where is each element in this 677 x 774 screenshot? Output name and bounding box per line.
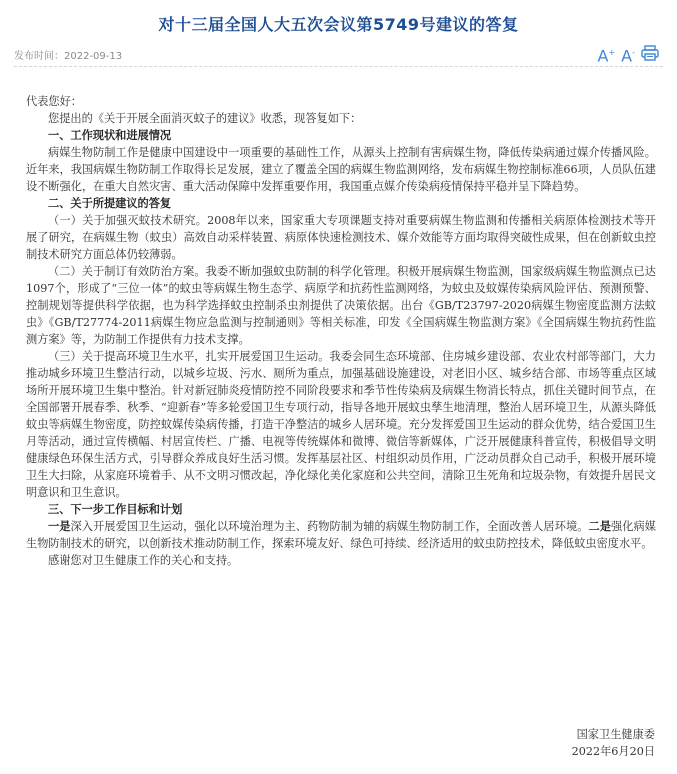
- font-decrease-button[interactable]: A-: [621, 46, 635, 66]
- plan-text-2: 强化病媒生物防制技术的研究，以创新技术推动防制工作，探索环境友好、绿色可持续、经济适用的蚊虫防控技术，降低蚊虫密度水平。: [26, 520, 656, 550]
- article-meta: [14, 44, 663, 64]
- section2-paragraph-3: （三）关于提高环境卫生水平，扎实开展爱国卫生运动。我委会同生态环境部、住房城乡建设部、农业农村部等部门，大力推动城乡环境卫生整洁行动，以城乡垃圾、污水、厕所为重点，加强基础设施建设，对老旧小区、城乡结合部、市场等重点区域场所开展环境卫生集中整治。针对新冠肺炎疫情防控不同阶段要求和季节性传染病及病媒生物消长特点，抓住关键时间节点，在全国部署开展春季、秋季、“迎新春”等多轮爱国卫生专项行动，指导各地开展蚊虫孳生地清理，整治人居环境卫生，从源头降低蚊虫等病媒生物密度，防控蚊媒传染病传播，打造干净整洁的城乡人居环境。充分发挥爱国卫生运动的群众优势，结合爱国卫生月等活动，通过宣传横幅、村居宣传栏、广播、电视等传统媒体和微博、微信等新媒体，广泛开展健康科普宣传，积极倡导文明健康绿色环保生活方式，引导群众养成良好生活习惯。发挥基层社区、村组织动员作用，广泛动员群众自己动手，积极开展环境卫生大扫除，从家庭环境着手、从不文明习惯改起，净化绿化美化家庭和公共空间，清除卫生死角和垃圾杂物，有效提升居民文明意识和卫生意识。: [26, 350, 656, 499]
- letter-body: [26, 93, 656, 569]
- section-heading-2: 二、关于所提建议的答复: [48, 197, 172, 210]
- printer-icon: [641, 45, 659, 61]
- section3-paragraph: [26, 518, 656, 552]
- plan-lead-1: 一是: [48, 519, 71, 533]
- plan-text-1: 深入开展爱国卫生运动，强化以环境治理为主、药物防制为辅的病媒生物防制工作，全面改善人居环境。: [70, 520, 589, 533]
- closing-paragraph: 感谢您对卫生健康工作的关心和支持。: [48, 554, 239, 567]
- article-tools: [598, 44, 660, 65]
- page-title: 对十三届全国人大五次会议第5749号建议的答复: [158, 15, 519, 34]
- publish-date: 2022-09-13: [64, 51, 123, 62]
- print-button[interactable]: [641, 45, 659, 65]
- section2-paragraph-1: （一）关于加强灭蚊技术研究。2008年以来，国家重大专项课题支持对重要病媒生物监测和传播相关病原体检测技术等开展了研究，在病媒生物（蚊虫）高效自动采样装置、病原体快速检测技术、媒介效能等方面均取得突破性成果，但在创新蚊虫控制技术研究方面总体仍较薄弱。: [26, 214, 656, 261]
- signature-date: 2022年6月20日: [571, 745, 655, 758]
- font-increase-button[interactable]: A+: [597, 46, 616, 66]
- publish-time: [14, 47, 122, 62]
- section2-paragraph-2: （二）关于制订有效防治方案。我委不断加强蚊虫防制的科学化管理。积极开展病媒生物监测，国家级病媒生物监测点已达1097个，形成了“三位一体”的蚊虫等病媒生物生态学、病原学和抗药性监测网络，为蚊虫及蚊媒传染病风险评估、预测预警、控制规划等提供科学依据，也为科学选择蚊虫控制杀虫剂提供了决策依据。出台《GB/T23797-2020病媒生物密度监测方法蚊虫》《GB/T27774-2011病媒生物应急监测与控制通则》等相关标准，印发《全国病媒生物监测方案》《全国病媒生物抗药性监测方案》等，为防制工作提供有力技术支撑。: [26, 265, 656, 346]
- section-heading-1: 一、工作现状和进展情况: [48, 129, 172, 142]
- publish-label: 发布时间：: [14, 51, 64, 62]
- header-divider: [14, 66, 663, 67]
- signature-org: 国家卫生健康委: [576, 728, 655, 741]
- intro-paragraph: 您提出的《关于开展全面消灭蚊子的建议》收悉，现答复如下：: [48, 112, 362, 125]
- section-heading-3: 三、下一步工作目标和计划: [48, 503, 183, 516]
- greeting: 代表您好：: [26, 95, 82, 108]
- plan-lead-2: 二是: [588, 519, 611, 533]
- section1-paragraph: 病媒生物防制工作是健康中国建设中一项重要的基础性工作，从源头上控制有害病媒生物，降低传染病通过媒介传播风险。近年来，我国病媒生物防制工作取得长足发展，建立了覆盖全国的病媒生物监测网络，发布病媒生物控制标准66项，人员队伍建设不断强化，在重大自然灾害、重大活动保障中发挥重要作用，我国重点媒介传染病疫情保持平稳并呈下降趋势。: [26, 146, 656, 193]
